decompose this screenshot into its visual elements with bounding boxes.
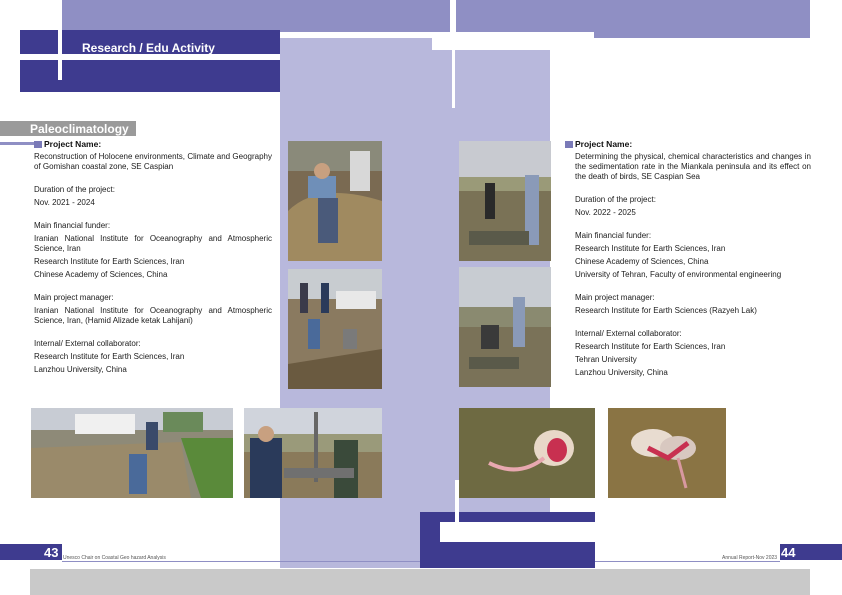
fieldwork-group-icon bbox=[288, 269, 382, 389]
photo-right-site-2 bbox=[459, 267, 551, 387]
right-collab-1: Research Institute for Earth Sciences, Iran bbox=[575, 342, 726, 351]
left-funder-label: Main financial funder: bbox=[34, 221, 111, 230]
left-funder-2: Research Institute for Earth Sciences, Iran bbox=[34, 257, 185, 266]
right-page-number: 44 bbox=[781, 545, 796, 560]
right-manager-label: Main project manager: bbox=[575, 293, 655, 302]
right-project-label: Project Name: bbox=[575, 139, 633, 149]
right-manager: Research Institute for Earth Sciences (Razyeh Lak) bbox=[575, 306, 757, 315]
section-title: Research / Edu Activity bbox=[82, 41, 215, 55]
left-footer-text: Unesco Chair on Coastal Geo hazard Analysis bbox=[63, 555, 166, 561]
right-funder-1: Research Institute for Earth Sciences, Iran bbox=[575, 244, 726, 253]
right-funder-2: Chinese Academy of Sciences, China bbox=[575, 257, 709, 266]
footer-left-rule bbox=[62, 561, 420, 562]
left-manager: Iranian National Institute for Oceanography and Atmospheric Science, Iran, (Hamid Alizade ketak Lahijani) bbox=[34, 306, 272, 325]
coastal-trench-icon bbox=[31, 408, 233, 498]
dead-flamingo-icon bbox=[459, 408, 595, 498]
photo-bird-remains bbox=[608, 408, 726, 498]
left-funder-3: Chinese Academy of Sciences, China bbox=[34, 270, 168, 279]
right-duration: Nov. 2022 - 2025 bbox=[575, 208, 636, 217]
fieldwork-sampling-icon bbox=[288, 141, 382, 261]
center-divider bbox=[452, 0, 455, 108]
right-collab-2: Tehran University bbox=[575, 355, 637, 364]
center-top-bar bbox=[432, 32, 594, 50]
footer-gray-band bbox=[30, 569, 810, 595]
photo-coastal-trench bbox=[31, 408, 233, 498]
right-collab-label: Internal/ External collaborator: bbox=[575, 329, 682, 338]
footer-right-rule bbox=[595, 561, 780, 562]
left-project-name: Reconstruction of Holocene environments, Climate and Geography of Gomishan coastal zone, SE Caspian bbox=[34, 152, 272, 171]
right-duration-label: Duration of the project: bbox=[575, 195, 656, 204]
category-label: Paleoclimatology bbox=[30, 122, 129, 136]
photo-equipment-site bbox=[244, 408, 382, 498]
left-collab-1: Research Institute for Earth Sciences, Iran bbox=[34, 352, 185, 361]
left-rule bbox=[0, 142, 34, 145]
left-duration-label: Duration of the project: bbox=[34, 185, 115, 194]
right-funder-label: Main financial funder: bbox=[575, 231, 652, 240]
right-project-number bbox=[565, 141, 573, 148]
photo-sampling-left bbox=[288, 141, 382, 261]
left-collab-label: Internal/ External collaborator: bbox=[34, 339, 141, 348]
equipment-site-icon bbox=[244, 408, 382, 498]
right-collab-3: Lanzhou University, China bbox=[575, 368, 668, 377]
header-vertical-stripe bbox=[58, 0, 62, 80]
left-page-number: 43 bbox=[44, 545, 59, 560]
right-project bbox=[565, 139, 811, 378]
left-funder-1: Iranian National Institute for Oceanography and Atmospheric Science, Iran bbox=[34, 234, 272, 253]
right-footer-text: Annual Report-Nov 2023 bbox=[722, 555, 778, 561]
left-manager-label: Main project manager: bbox=[34, 293, 114, 302]
left-project-number bbox=[34, 141, 42, 148]
photo-group-left bbox=[288, 269, 382, 389]
top-left-band bbox=[62, 0, 450, 32]
left-project-label: Project Name: bbox=[44, 139, 102, 149]
photo-dead-flamingo bbox=[459, 408, 595, 498]
left-duration: Nov. 2021 - 2024 bbox=[34, 198, 95, 207]
bottom-center-stripe bbox=[440, 522, 595, 542]
right-funder-3: University of Tehran, Faculty of environmental engineering bbox=[575, 270, 782, 279]
right-project-name: Determining the physical, chemical characteristics and changes in the sedimentation rate in the Miankala peninsula and its effect on the death of birds, SE Caspian Sea bbox=[575, 152, 811, 181]
left-collab-2: Lanzhou University, China bbox=[34, 365, 127, 374]
left-project bbox=[34, 139, 272, 375]
photo-right-site-1 bbox=[459, 141, 551, 261]
bird-remains-icon bbox=[608, 408, 726, 498]
